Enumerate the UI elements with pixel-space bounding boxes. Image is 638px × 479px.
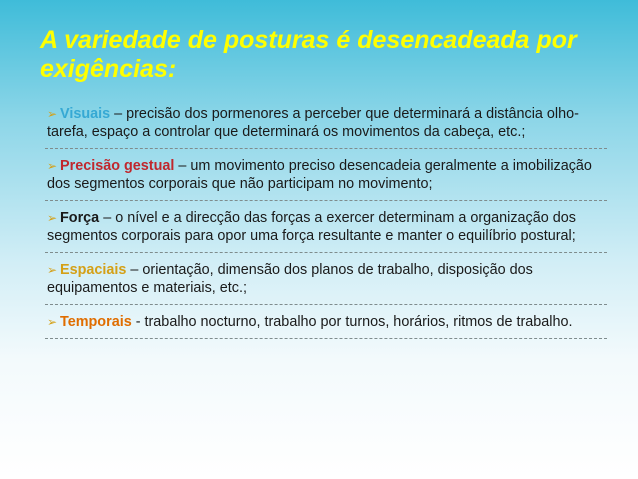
bullet-text: o nível e a direcção das forças a exercer determinam a organização dos segmentos corporais para opor uma força resultante e manter o equilíbrio postural;: [47, 210, 576, 244]
bullet-separator: –: [126, 262, 143, 278]
arrow-bullet-icon: ➢: [47, 159, 58, 173]
bullet-keyword: Força: [60, 210, 100, 226]
bullet-separator: –: [110, 106, 127, 122]
bullet-keyword: Espaciais: [60, 262, 127, 278]
bullet-keyword: Precisão gestual: [60, 158, 175, 174]
arrow-bullet-icon: ➢: [47, 263, 58, 277]
bullet-forca: [33, 208, 613, 253]
bullet-precisao-gestual: [33, 156, 613, 201]
bullet-text: orientação, dimensão dos planos de trabalho, disposição dos equipamentos e materiais, etc.;: [47, 262, 533, 296]
bullet-separator: –: [174, 158, 191, 174]
bullet-keyword: Visuais: [60, 106, 111, 122]
arrow-bullet-icon: ➢: [47, 107, 58, 121]
arrow-bullet-icon: ➢: [47, 315, 58, 329]
bullet-separator: -: [131, 314, 145, 330]
bullet-temporais: [33, 312, 613, 339]
bullet-separator: –: [99, 210, 116, 226]
bullet-list: [33, 104, 613, 346]
bullet-text: trabalho nocturno, trabalho por turnos, horários, ritmos de trabalho.: [144, 314, 573, 330]
slide-title: A variedade de posturas é desencadeada por exigências:: [40, 26, 577, 83]
arrow-bullet-icon: ➢: [47, 211, 58, 225]
bullet-text: precisão dos pormenores a perceber que determinará a distância olho-tarefa, espaço a controlar que determinará os movimentos da cabeça, etc.;: [47, 106, 579, 140]
bullet-text: um movimento preciso desencadeia geralmente a imobilização dos segmentos corporais que não participam no movimento;: [47, 158, 592, 192]
bullet-visuais: [33, 104, 613, 149]
bullet-keyword: Temporais: [60, 314, 132, 330]
bullet-espaciais: [33, 260, 613, 305]
